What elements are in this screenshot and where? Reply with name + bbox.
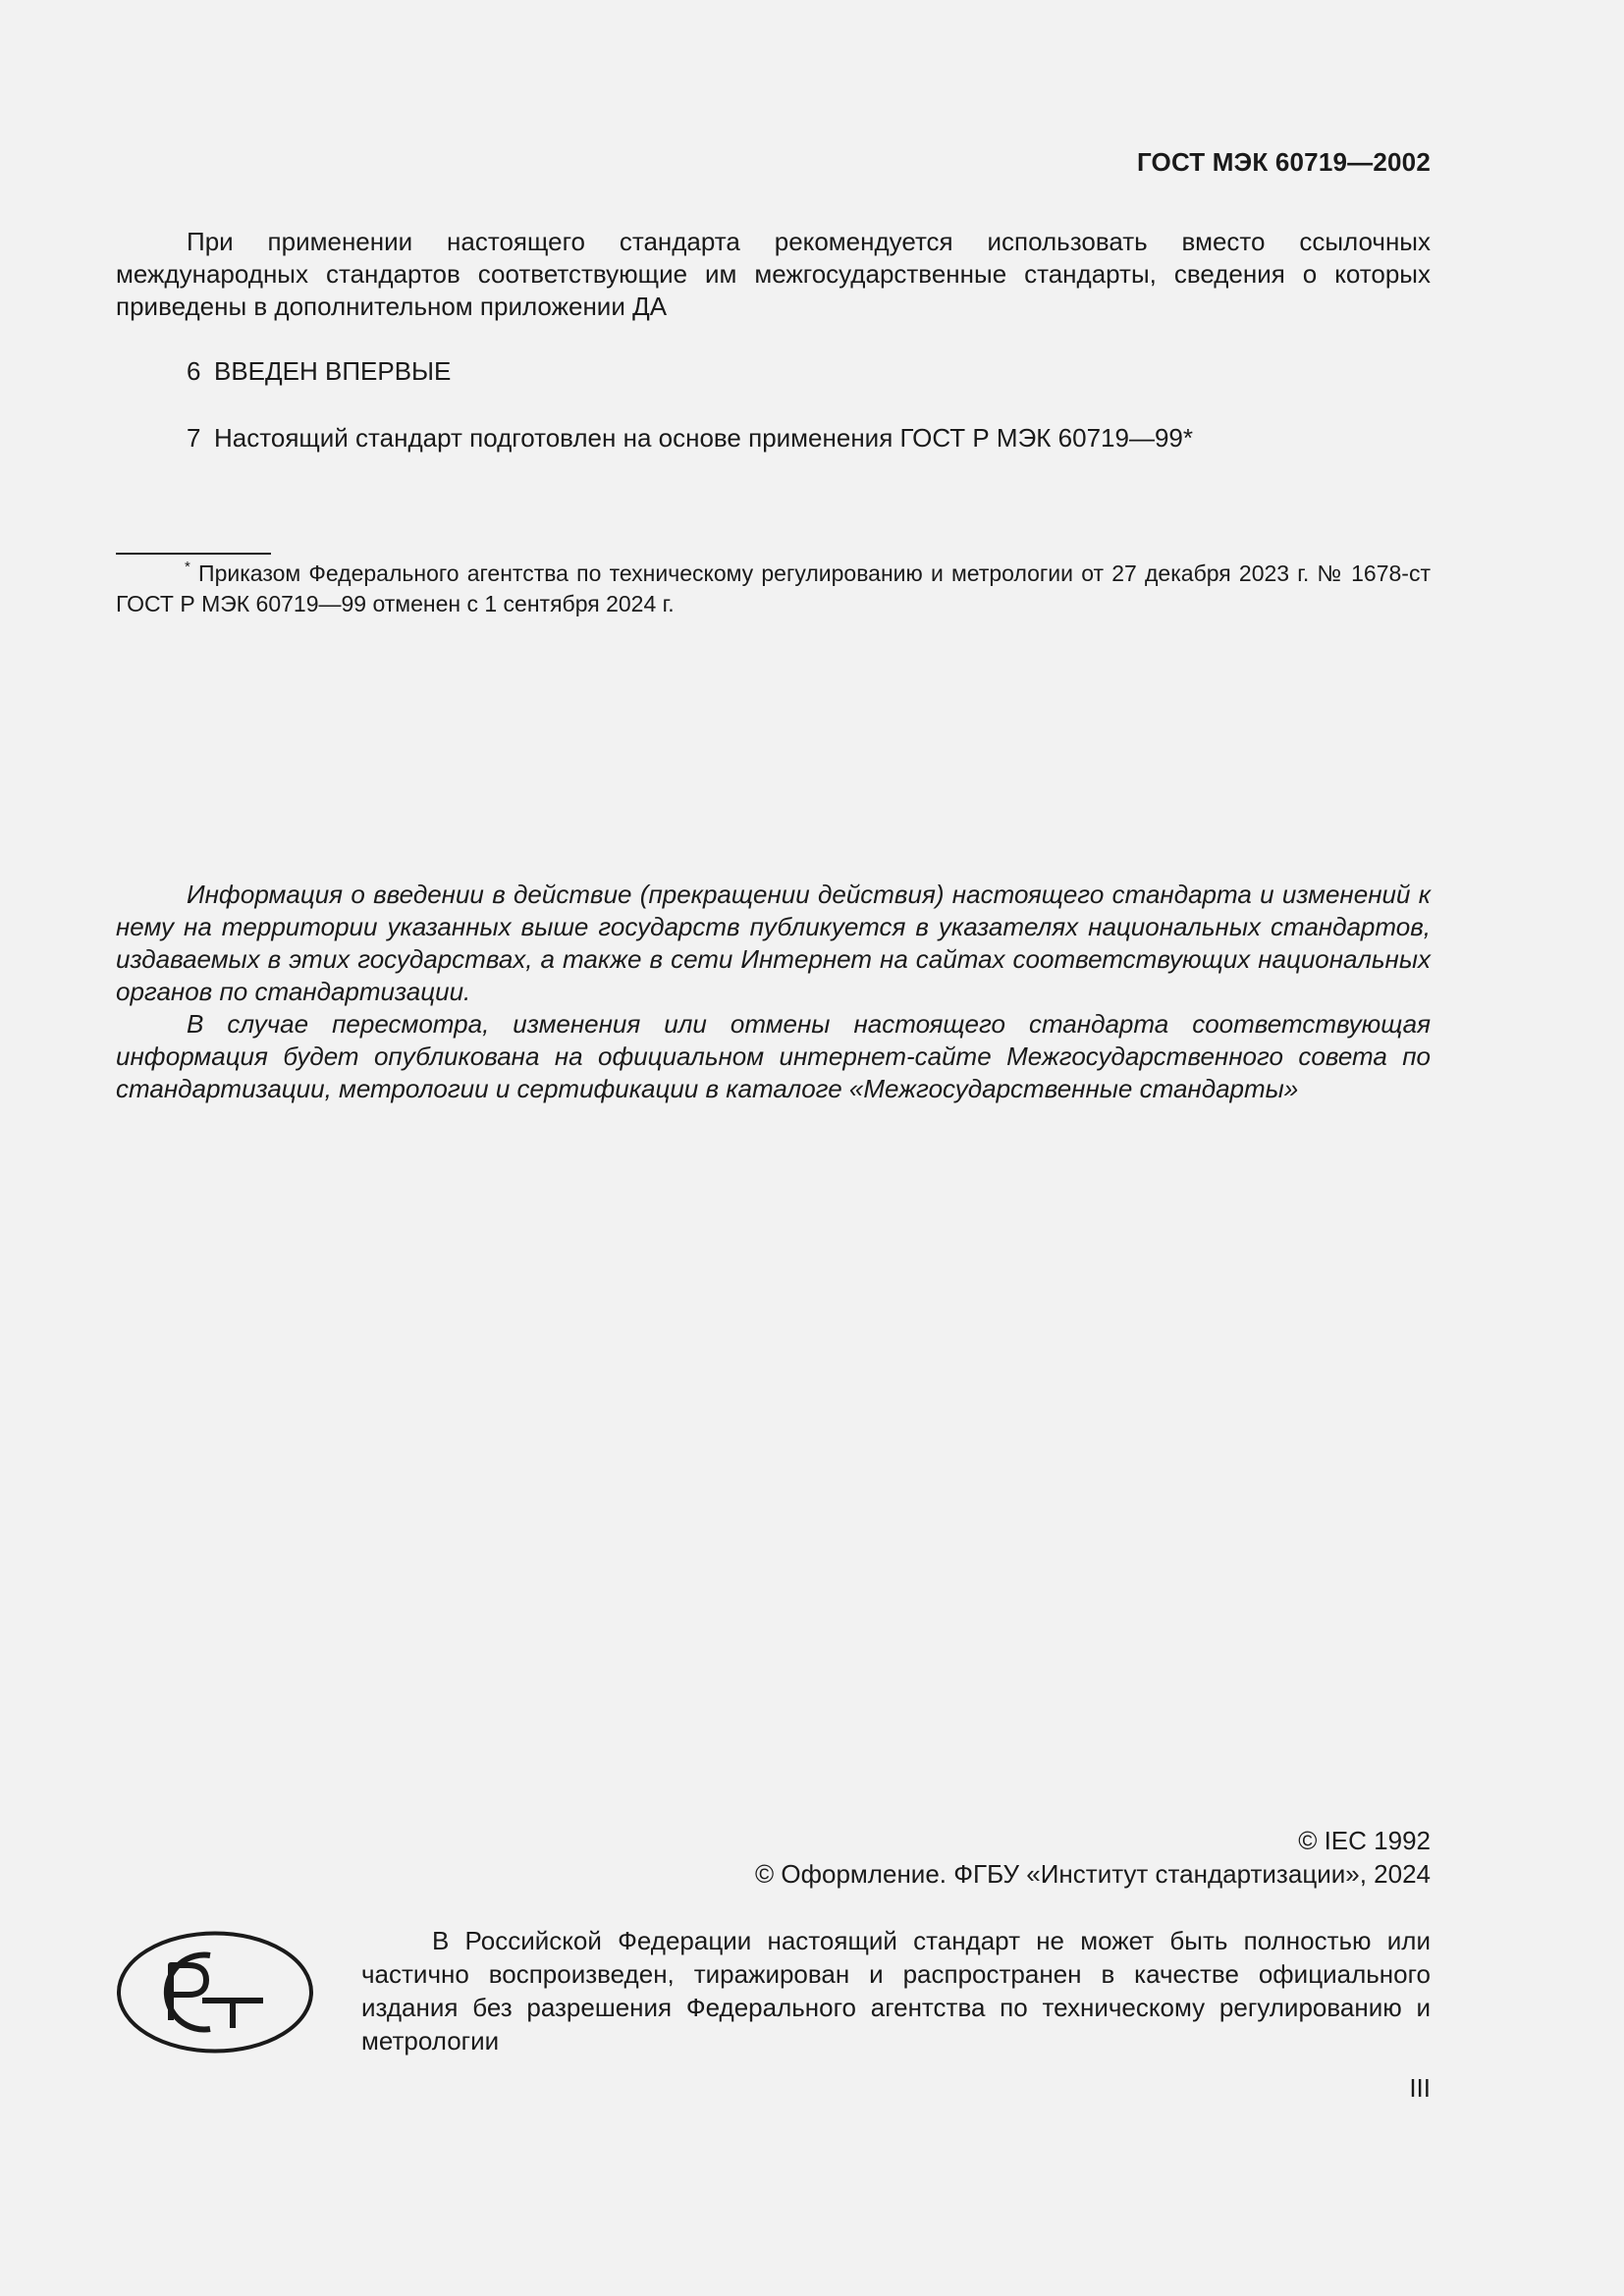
- page-number: III: [1409, 2073, 1431, 2103]
- document-code: ГОСТ МЭК 60719—2002: [1136, 147, 1431, 177]
- reproduction-notice: В Российской Федерации настоящий стандарт не может быть полностью или частично воспроизведен, тиражирован и распространен в качестве официального издания без разрешения Федерального агентства по техническому регулированию и метрологии: [361, 1926, 1431, 2056]
- item-text: Настоящий стандарт подготовлен на основе применения ГОСТ Р МЭК 60719—99*: [214, 423, 1193, 453]
- footnote: [116, 559, 1431, 619]
- item-7: [116, 422, 1431, 454]
- footnote-text: Приказом Федерального агентства по техническому регулированию и метрологии от 27 декабря 2023 г. № 1678-ст ГОСТ Р МЭК 60719—99 отменен с 1 сентября 2024 г.: [116, 561, 1431, 616]
- footnote-marker: *: [185, 559, 190, 575]
- item-number: 7: [187, 423, 201, 453]
- info-paragraph-1: Информация о введении в действие (прекращении действия) настоящего стандарта и изменений к нему на территории указанных выше государств публикуется в указателях национальных стандартов, издаваемых в этих государствах, а также в сети Интернет на сайтах соответствующих национальных органов по стандартизации.: [116, 880, 1431, 1006]
- copyright-iec: © IEC 1992: [1298, 1826, 1431, 1855]
- copyright-design: © Оформление. ФГБУ «Институт стандартизации», 2024: [755, 1859, 1431, 1889]
- intro-section: [116, 226, 1431, 323]
- item-number: 6: [187, 356, 201, 386]
- info-section: [116, 879, 1431, 1105]
- item-6: [116, 355, 1431, 388]
- copyright-block: [755, 1824, 1431, 1891]
- item-text: ВВЕДЕН ВПЕРВЫЕ: [214, 356, 452, 386]
- footnote-divider: [116, 553, 271, 555]
- info-paragraph-2: В случае пересмотра, изменения или отмены настоящего стандарта соответствующая информация будет опубликована на официальном интернет-сайте Межгосударственного совета по стандартизации, метрологии и сертификации в каталоге «Межгосударственные стандарты»: [116, 1009, 1431, 1103]
- intro-paragraph: При применении настоящего стандарта рекомендуется использовать вместо ссылочных международных стандартов соответствующие им межгосударственные стандарты, сведения о которых приведены в дополнительном приложении ДА: [116, 227, 1431, 321]
- gost-r-certification-mark-icon: [116, 1930, 314, 2055]
